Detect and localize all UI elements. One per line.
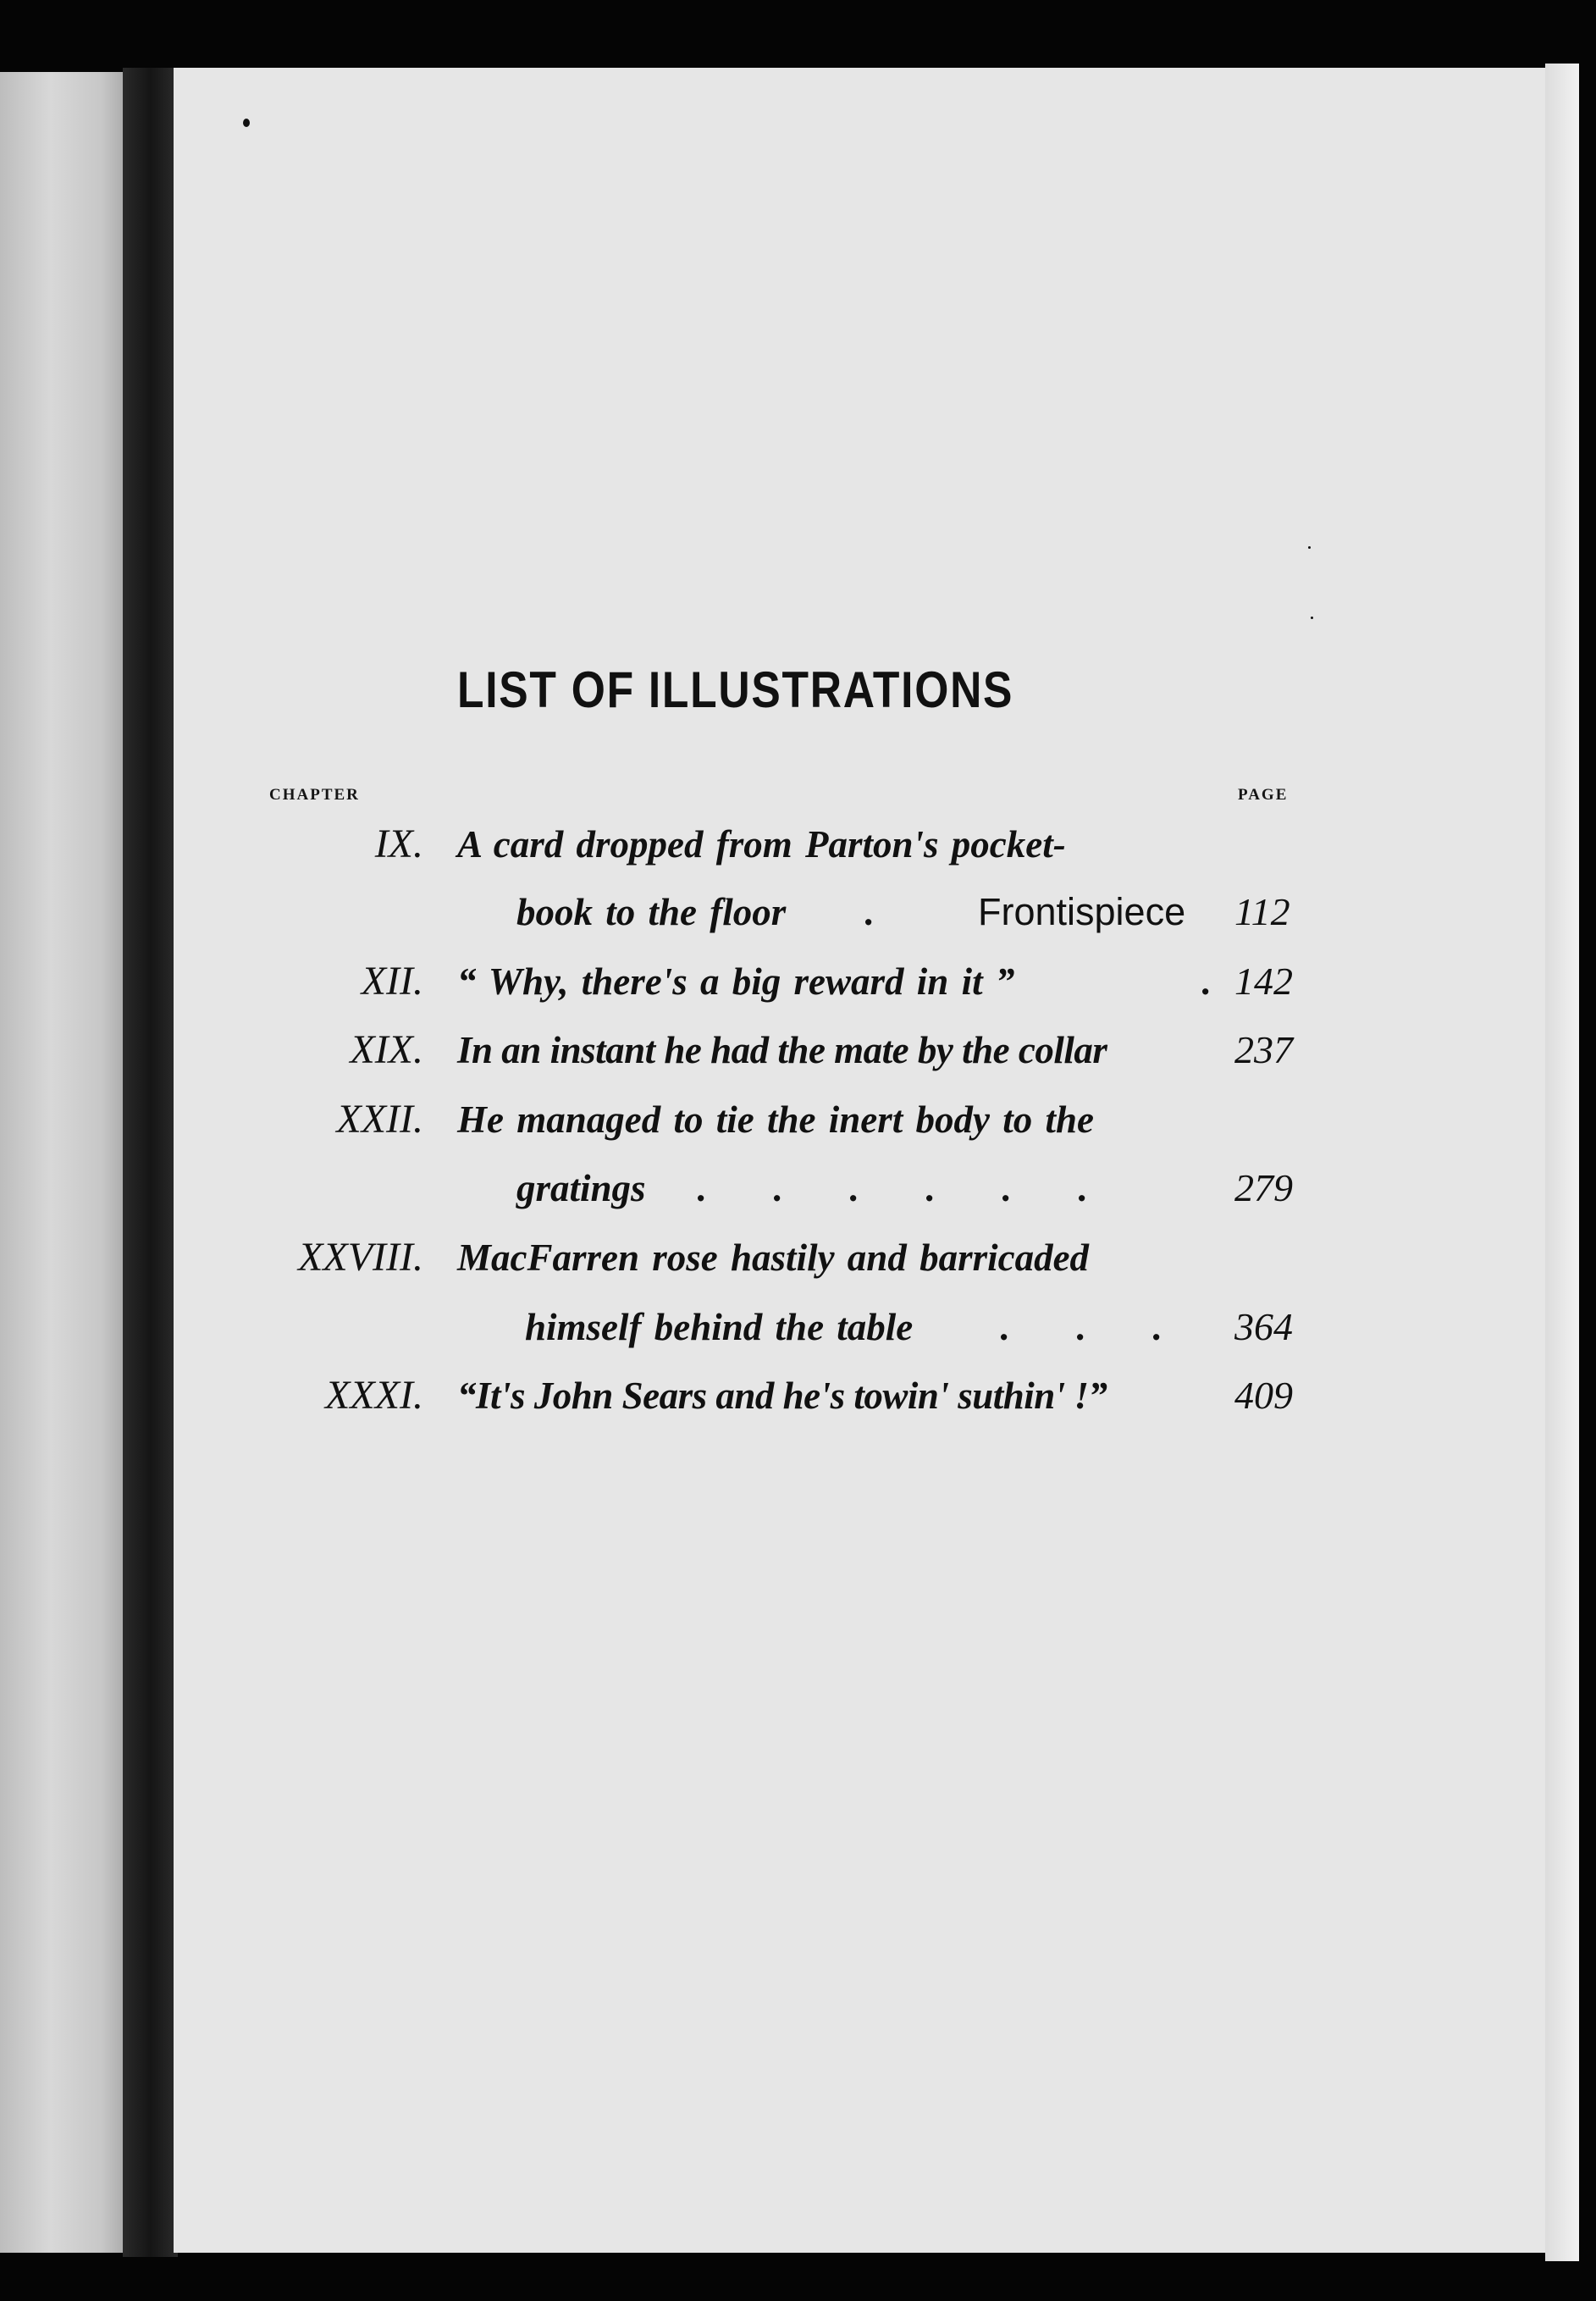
page-number: 364: [1234, 1305, 1293, 1348]
illustration-entry: [0, 1086, 1596, 1153]
page-number: 409: [1234, 1374, 1293, 1417]
caption-line: He managed to tie the inert body to the: [457, 1098, 1094, 1141]
illustration-entry: [0, 948, 1596, 1015]
page-number: 142: [1234, 960, 1293, 1003]
illustration-entry: [0, 1224, 1596, 1292]
chapter-number: XXVIII.: [298, 1235, 423, 1280]
page-column-header: PAGE: [1238, 786, 1289, 804]
leader-dots: . . . . . .: [696, 1167, 1087, 1209]
page-number: 279: [1234, 1166, 1293, 1209]
illustration-entry-continued: [0, 1293, 1596, 1361]
caption-line: “It's John Sears and he's towin' suthin' !”: [457, 1375, 1107, 1417]
chapter-number: XIX.: [350, 1027, 423, 1072]
leader-dots: .: [864, 891, 874, 933]
caption-line: book to the floor: [516, 891, 787, 933]
page-number: 237: [1234, 1028, 1293, 1071]
leader-dots: . . .: [999, 1306, 1162, 1348]
frontispiece-label: Frontispiece: [978, 890, 1186, 933]
illustration-entry-continued: [0, 1154, 1596, 1222]
caption-line: MacFarren rose hastily and barricaded: [457, 1236, 1090, 1279]
caption-line: gratings: [516, 1167, 646, 1209]
chapter-number: XXII.: [336, 1097, 423, 1142]
chapter-column-header: CHAPTER: [269, 786, 360, 804]
caption-line: In an instant he had the mate by the collar: [457, 1029, 1107, 1071]
ink-speck: [243, 119, 250, 127]
ink-speck: [1311, 617, 1313, 619]
chapter-number: IX.: [374, 821, 423, 866]
illustration-entry: [0, 810, 1596, 878]
illustration-entry-continued: [0, 878, 1596, 946]
caption-line: “ Why, there's a big reward in it ”: [457, 960, 1015, 1003]
caption-line: himself behind the table: [525, 1306, 914, 1348]
leader-dots: .: [1201, 960, 1211, 1003]
page-number: 112: [1234, 890, 1290, 933]
illustration-entry: [0, 1362, 1596, 1430]
caption-line: A card dropped from Parton's pocket-: [457, 823, 1066, 866]
ink-speck: [1308, 546, 1311, 549]
chapter-number: XII.: [361, 959, 423, 1004]
illustration-entry: [0, 1016, 1596, 1084]
chapter-number: XXXI.: [325, 1373, 423, 1418]
page-title: LIST OF ILLUSTRATIONS: [457, 661, 1014, 718]
